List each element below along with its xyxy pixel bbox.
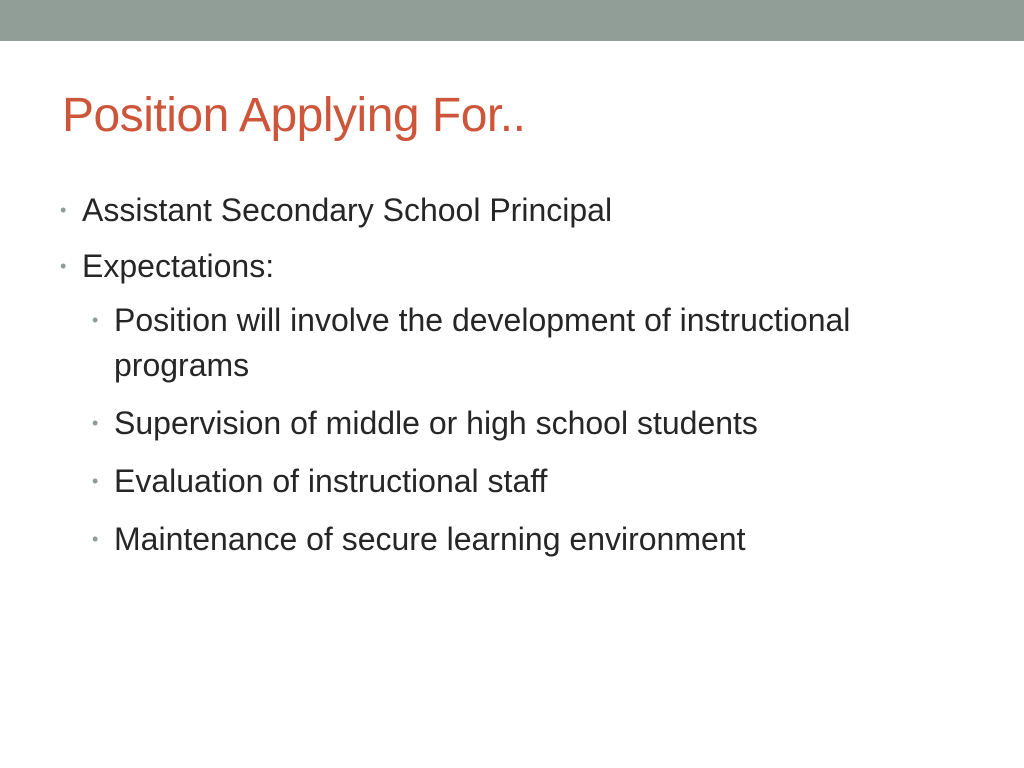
bullet-text: Expectations: [82,248,275,284]
bullet-dot-icon: • [92,413,99,433]
sub-bullet-item-development [58,298,958,388]
bullet-dot-icon: • [92,529,99,549]
sub-bullet-text: Position will involve the development of instructional programs [114,302,851,383]
sub-bullet-item-maintenance [58,517,958,562]
bullet-item-expectations [58,242,958,290]
bullet-item-position [58,186,958,234]
top-accent-band [0,0,1024,41]
slide-body [58,186,958,575]
slide-title: Position Applying For.. [62,89,526,142]
sub-bullet-item-evaluation [58,459,958,504]
bullet-dot-icon: • [92,471,99,491]
bullet-dot-icon: • [60,256,67,276]
sub-bullet-item-supervision [58,401,958,446]
sub-bullet-text: Evaluation of instructional staff [114,463,548,499]
sub-bullet-text: Supervision of middle or high school students [114,405,758,441]
bullet-text: Assistant Secondary School Principal [82,192,613,228]
sub-bullet-text: Maintenance of secure learning environment [114,521,746,557]
bullet-dot-icon: • [92,310,99,330]
bullet-dot-icon: • [60,200,67,220]
